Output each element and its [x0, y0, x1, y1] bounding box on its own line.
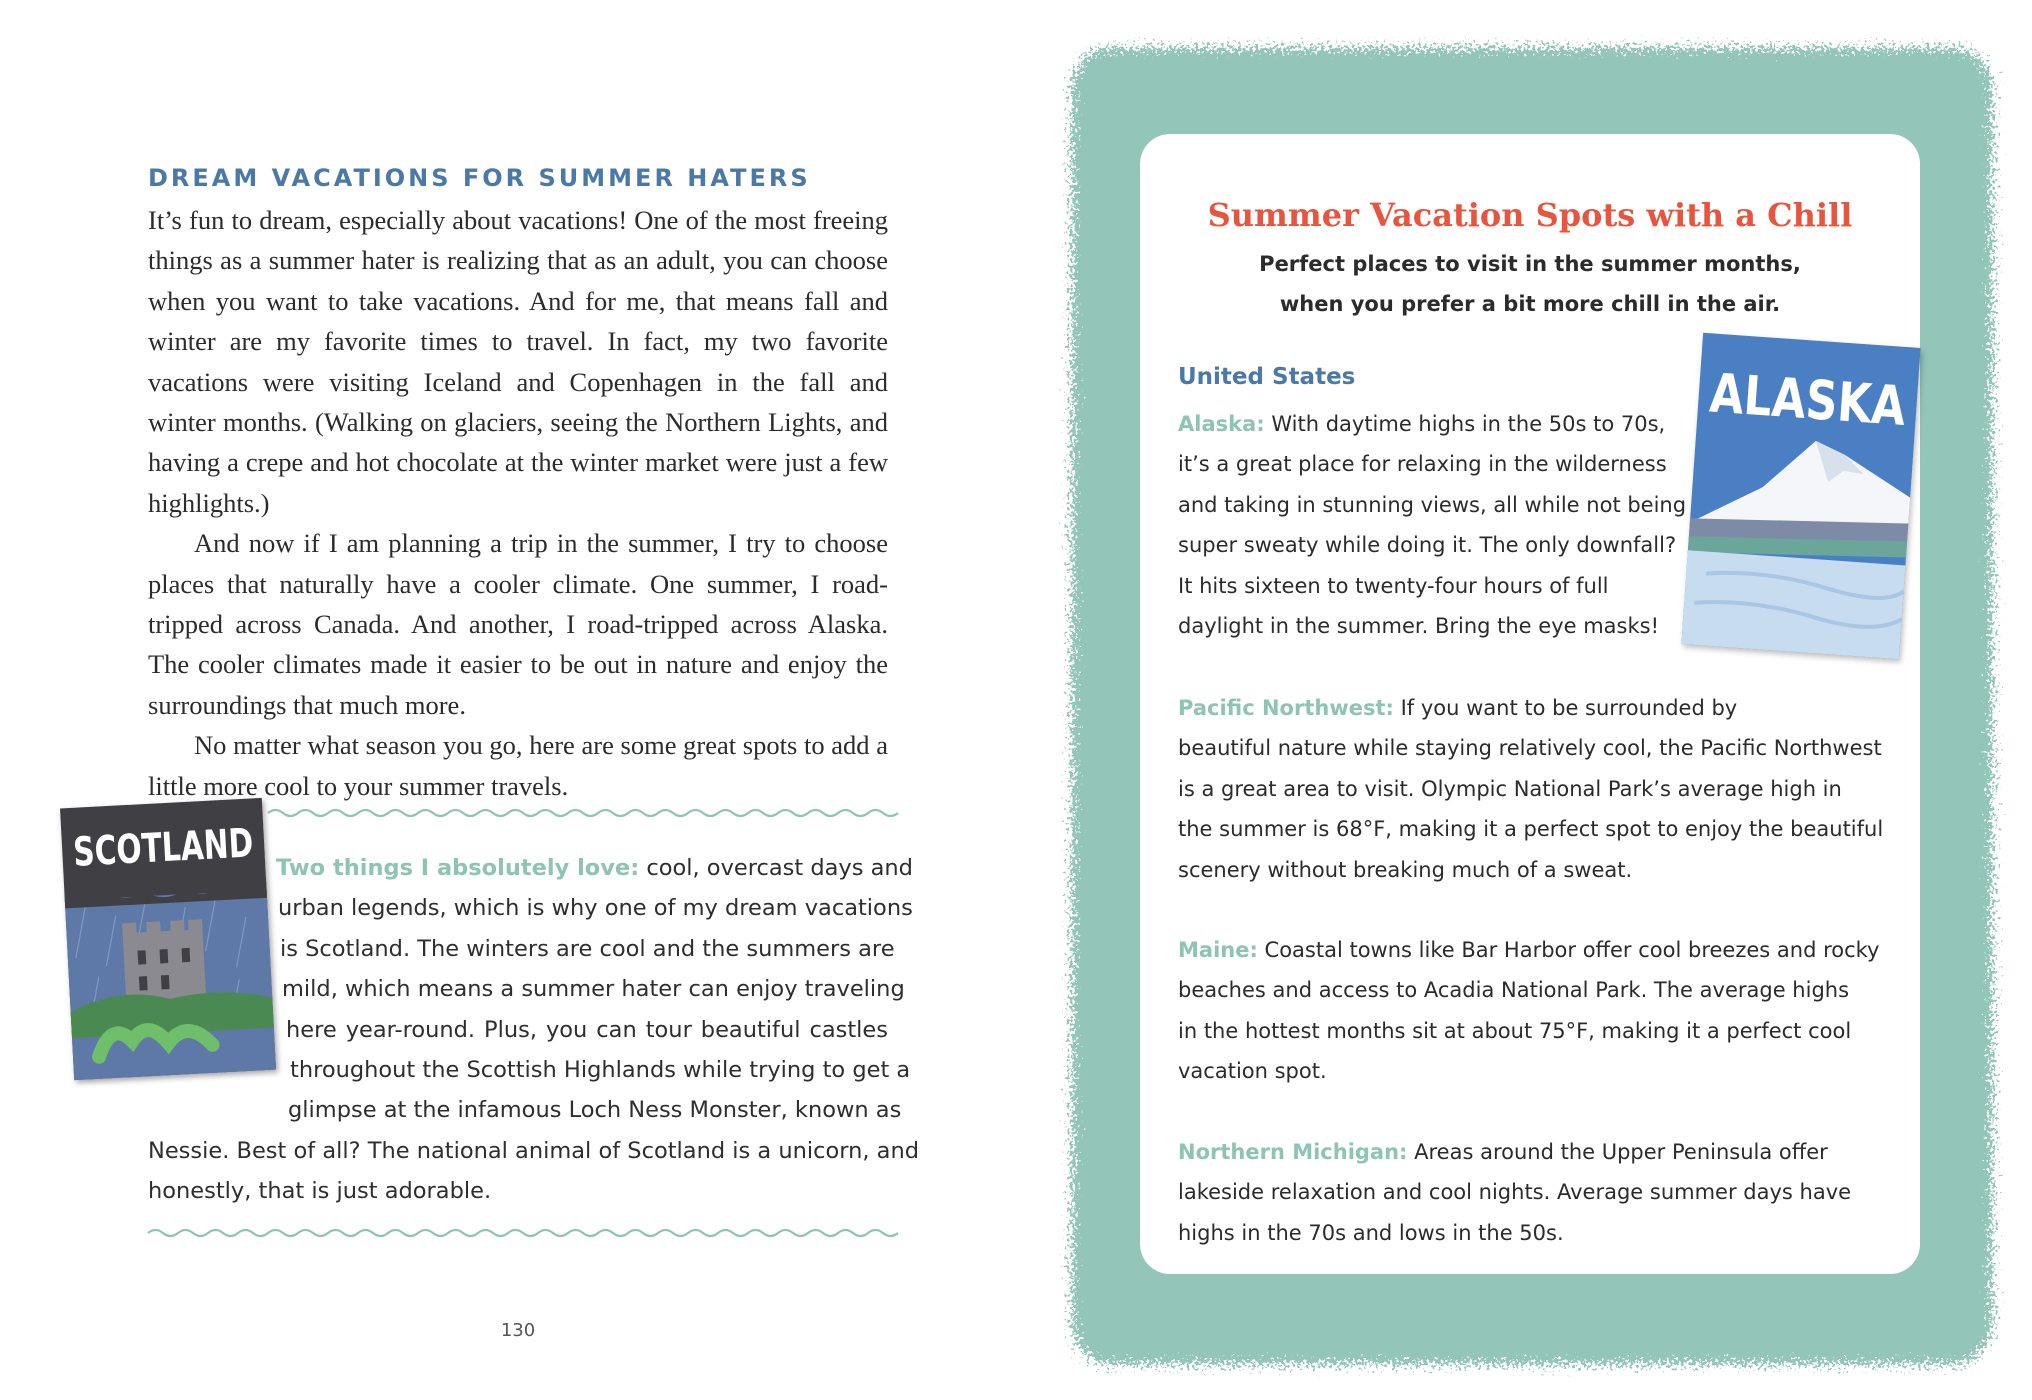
- sidebar-line: here year-round. Plus, you can tour beautiful castles: [286, 1016, 888, 1043]
- spot-name: Northern Michigan:: [1178, 1140, 1408, 1164]
- right-page: [1030, 0, 2032, 1400]
- spot-maine: Maine: Coastal towns like Bar Harbor offer cool breezes and rocky beaches and access to Acadia National Park. The average highs in the hottest months sit at about 75°F, making it a perfect cool vacation spot.: [1178, 938, 1880, 1084]
- spot-name: Alaska:: [1178, 412, 1265, 436]
- sidebar-line: mild, which means a summer hater can enjoy traveling: [282, 976, 905, 1003]
- paragraph: No matter what season you go, here are some great spots to add a little more cool to your summer travels.: [148, 730, 888, 801]
- sidebar-line: urban legends, which is why one of my dream vacations: [278, 895, 913, 922]
- region-heading: United States: [1178, 364, 1356, 390]
- spot-name: Pacific Northwest:: [1178, 696, 1394, 720]
- sidebar-line: glimpse at the infamous Loch Ness Monster, known as: [288, 1097, 902, 1124]
- sidebar-line: honestly, that is just adorable.: [148, 1178, 492, 1205]
- alaska-postcard-illustration: [1681, 333, 1953, 659]
- spot-pacific-northwest: Pacific Northwest: If you want to be surrounded by beautiful nature while staying relatively cool, the Pacific Northwest is a great area to visit. Olympic National Park’s average high in the summer is 68°F, making it a perfect spot to enjoy the beautiful scenery without breaking much of a sweat.: [1178, 696, 1884, 882]
- paragraph: And now if I am planning a trip in the summer, I try to choose places that naturally have a cooler climate. One summer, I road-tripped across Canada. And another, I road-tripped across Alaska. The cooler climates made it easier to be out in nature and enjoy the surroundings that much more.: [148, 528, 888, 720]
- panel-subtitle: Perfect places to visit in the summer months, when you prefer a bit more chill in the air.: [1259, 252, 1801, 316]
- scotland-card-label: SCOTLAND: [72, 817, 317, 876]
- wavy-divider-top: [268, 806, 888, 820]
- alaska-card-label: ALASKA: [1707, 361, 1953, 442]
- sidebar-lead-label: Two things I absolutely love:: [276, 855, 640, 881]
- sidebar-line: Nessie. Best of all? The national animal of Scotland is a unicorn, and: [148, 1137, 919, 1164]
- panel-title: Summer Vacation Spots with a Chill: [1207, 196, 1853, 234]
- spot-name: Maine:: [1178, 938, 1258, 962]
- body-text: [148, 200, 888, 806]
- paragraph: It’s fun to dream, especially about vacations! One of the most freeing things as a summer hater is realizing that as an adult, you can choose when you want to take vacations. And for me, that means fall and winter are my favorite times to travel. In fact, my two favorite vacations were visiting Iceland and Copenhagen in the fall and winter months. (Walking on glaciers, seeing the Northern Lights, and having a crepe and hot chocolate at the winter market were just a few highlights.): [148, 205, 888, 518]
- sidebar-line: throughout the Scottish Highlands while trying to get a: [290, 1057, 911, 1084]
- sidebar-line: Two things I absolutely love: cool, overcast days and: [276, 855, 913, 881]
- page-number: 130: [500, 1320, 536, 1341]
- section-heading: DREAM VACATIONS FOR SUMMER HATERS: [148, 164, 811, 192]
- scotland-sidebar: [148, 848, 919, 1212]
- spot-alaska: Alaska: With daytime highs in the 50s to 70s, it’s a great place for relaxing in the wilderness and taking in stunning views, all while not being super sweaty while doing it. The only downfall? It hits sixteen to twenty-four hours of full daylight in the summer. Bring the eye masks!: [1178, 412, 1687, 639]
- spot-northern-michigan: Northern Michigan: Areas around the Upper Peninsula offer lakeside relaxation and cool nights. Average summer days have highs in the 70s and lows in the 50s.: [1178, 1140, 1852, 1245]
- wavy-divider-bottom: [148, 1226, 888, 1240]
- sidebar-line: is Scotland. The winters are cool and the summers are: [280, 935, 895, 962]
